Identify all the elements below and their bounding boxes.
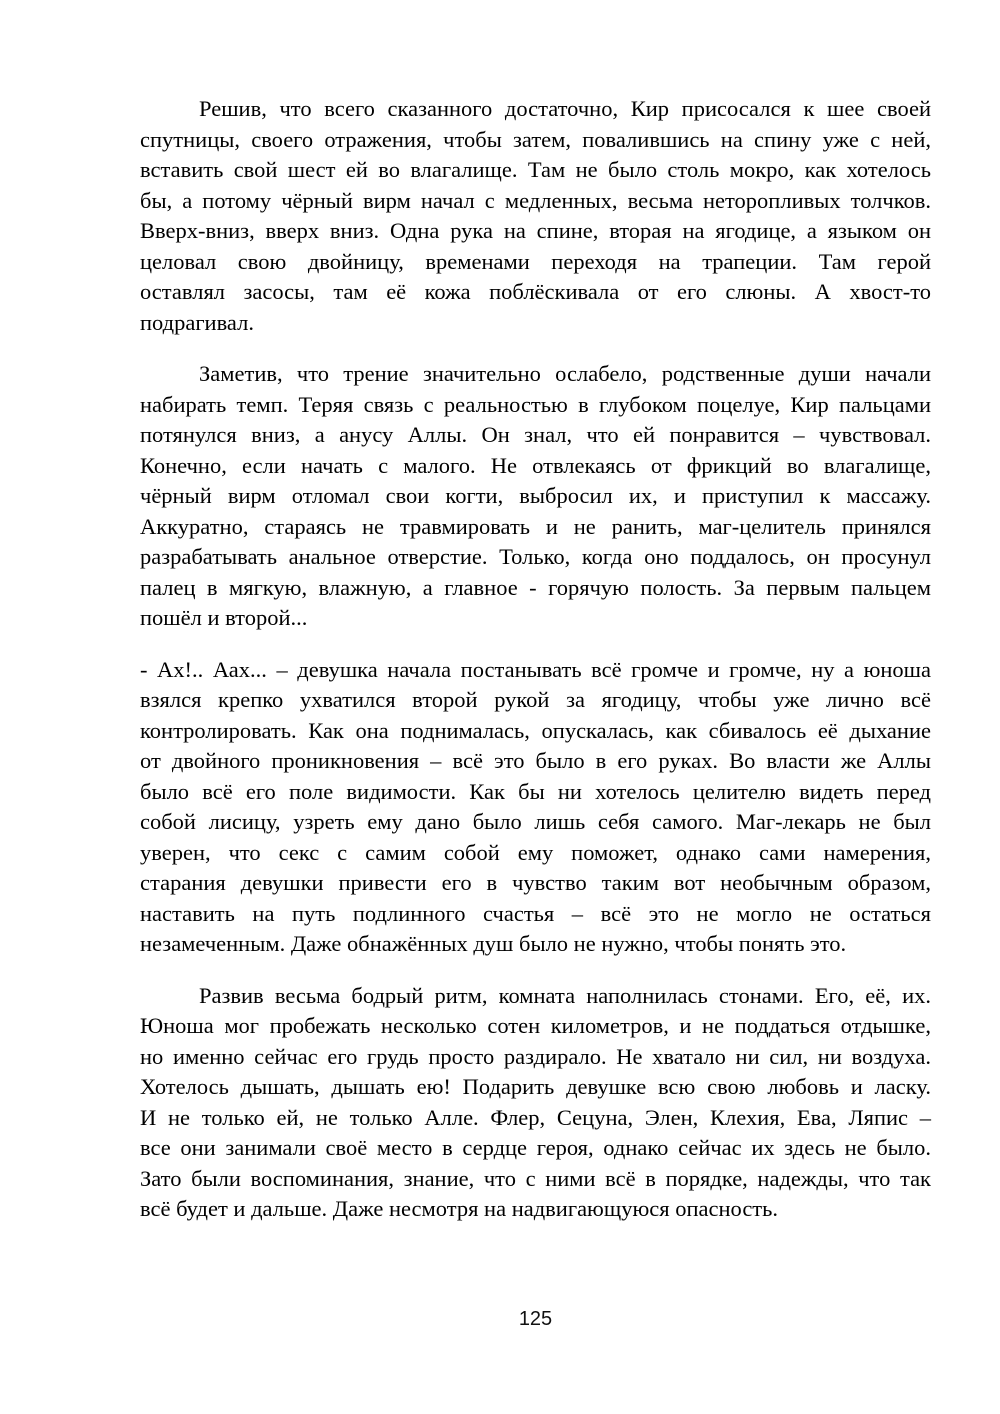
text-line: наставить на путь подлинного счастья – всё это не могло не остаться [140, 900, 931, 926]
text-line: Вверх-вниз, вверх вниз. Одна рука на спине, вторая на ягодице, а языком он [140, 218, 931, 243]
text-line: взялся крепко ухватился второй рукой за ягодицу, чтобы уже лично всё [140, 687, 931, 712]
text-line: Зато были воспоминания, знание, что с ними всё в порядке, надежды, что так [140, 1165, 931, 1191]
text-line: чёрный вирм отломал свои когти, выбросил их, и приступил к массажу. [140, 483, 931, 508]
text-line: подрагивал. [140, 309, 254, 335]
text-line: Конечно, если начать с малого. Не отвлекаясь от фрикций во влагалище, [140, 452, 931, 478]
text-line: контролировать. Как она поднималась, опускалась, как сбивалось её дыхание [140, 717, 931, 743]
text-line: Хотелось дышать, дышать ею! Подарить девушке всю свою любовь и ласку. [140, 1074, 931, 1099]
page-number: 125 [518, 1308, 553, 1330]
text-line: все они занимали своё место в сердце героя, однако сейчас их здесь не было. [140, 1135, 931, 1160]
text-line: старания девушки привести его в чувство таким вот необычным образом, [140, 870, 931, 895]
text-line: всё будет и дальше. Даже несмотря на надвигающуюся опасность. [140, 1196, 779, 1221]
text-line: бы, а потому чёрный вирм начал с медленных, весьма неторопливых толчков. [140, 187, 931, 213]
text-line: Аккуратно, стараясь не травмировать и не ранить, маг-целитель принялся [140, 513, 931, 539]
text-line: собой лисицу, узреть ему дано было лишь себя самого. Маг-лекарь не был [140, 809, 931, 834]
text-line: палец в мягкую, влажную, а главное - горячую полость. За первым пальцем [140, 574, 931, 600]
text-line: - Ах!.. Аах... – девушка начала постанывать всё громче и громче, ну а юноша [140, 656, 931, 682]
text-line: оставлял засосы, там её кожа поблёскивала от его слюны. А хвост-то [140, 279, 931, 304]
text-line: Развив весьма бодрый ритм, комната наполнилась стонами. Его, её, их. [199, 982, 931, 1008]
text-line: от двойного проникновения – всё это было в его руках. Во власти же Аллы [140, 748, 931, 773]
text-line: спутницы, своего отражения, чтобы затем, повалившись на спину уже с ней, [140, 126, 931, 152]
paragraph [140, 94, 931, 338]
text-line: набирать темп. Теряя связь с реальностью в глубоком поцелуе, Кир пальцами [140, 391, 931, 417]
text-line: было всё его поле видимости. Как бы ни хотелось целителю видеть перед [140, 778, 931, 804]
paragraph [140, 655, 931, 960]
text-line: незамеченным. Даже обнажённых душ было не нужно, чтобы понять это. [140, 931, 847, 956]
text-line: уверен, что секс с самим собой ему поможет, однако сами намерения, [140, 839, 931, 865]
text-line: но именно сейчас его грудь просто раздирало. Не хватало ни сил, ни воздуха. [140, 1043, 931, 1069]
paragraph [140, 359, 931, 634]
text-line: Заметив, что трение значительно ослабело, родственные души начали [199, 361, 931, 386]
text-block [140, 94, 931, 1225]
text-line: целовал свою двойницу, временами переходя на трапеции. Там герой [140, 248, 931, 274]
text-line: Решив, что всего сказанного достаточно, Кир присосался к шее своей [199, 96, 931, 121]
text-line: Юноша мог пробежать несколько сотен километров, и не поддаться отдышке, [140, 1013, 931, 1038]
text-line: вставить свой шест ей во влагалище. Там не было столь мокро, как хотелось [140, 157, 931, 182]
text-line: И не только ей, не только Алле. Флер, Сецуна, Элен, Клехия, Ева, Ляпис – [140, 1104, 931, 1130]
text-line: потянулся вниз, а анусу Аллы. Он знал, что ей понравится – чувствовал. [140, 422, 931, 447]
text-line: разрабатывать анальное отверстие. Только, когда оно поддалось, он просунул [140, 544, 931, 569]
paragraph [140, 981, 931, 1225]
text-line: пошёл и второй... [140, 605, 308, 630]
